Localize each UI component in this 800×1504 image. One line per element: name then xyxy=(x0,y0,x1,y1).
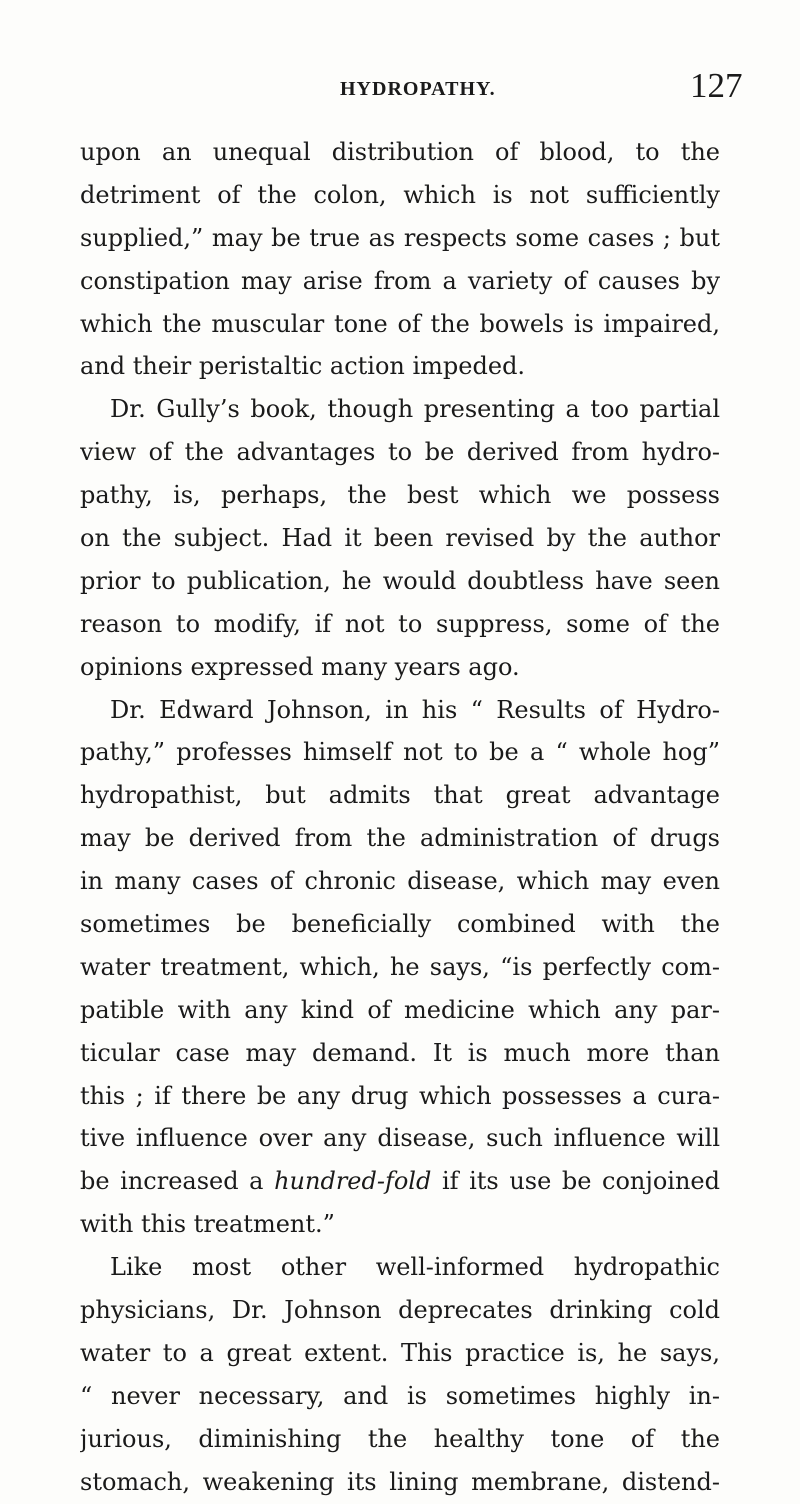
text-span: be increased a xyxy=(80,1167,264,1196)
text-line: pathy, is, perhaps, the best which we possess xyxy=(80,481,720,510)
text-line-with-italic xyxy=(80,1160,720,1203)
text-line: tive influence over any disease, such influence will xyxy=(80,1124,720,1153)
text-line: detriment of the colon, which is not sufficiently xyxy=(80,180,720,209)
text-line: may be derived from the administration of drugs xyxy=(80,824,720,853)
text-line: which the muscular tone of the bowels is impaired, xyxy=(80,309,720,338)
text-line: prior to publication, he would doubtless have seen xyxy=(80,566,720,595)
text-line: water treatment, which, he says, “is perfectly com- xyxy=(80,952,720,981)
text-line: water to a great extent. This practice is, he says, xyxy=(80,1338,720,1367)
text-line: hydropathist, but admits that great advantage xyxy=(80,781,720,810)
text-line: supplied,” may be true as respects some cases ; but xyxy=(80,223,720,252)
text-line: Dr. Edward Johnson, in his “ Results of Hydro- xyxy=(110,695,720,724)
body-text xyxy=(80,131,720,1504)
text-line: with this treatment.” xyxy=(80,1210,335,1239)
text-line: in many cases of chronic disease, which may even xyxy=(80,867,720,896)
text-line: physicians, Dr. Johnson deprecates drinking cold xyxy=(80,1296,720,1325)
text-line: opinions expressed many years ago. xyxy=(80,652,520,681)
text-line: constipation may arise from a variety of causes by xyxy=(80,266,720,295)
text-line: “ never necessary, and is sometimes highly in- xyxy=(80,1381,720,1410)
text-line: this ; if there be any drug which possesses a cura- xyxy=(80,1081,720,1110)
text-line: on the subject. Had it been revised by the author xyxy=(80,524,720,553)
text-line: patible with any kind of medicine which any par- xyxy=(80,995,720,1024)
text-line: and their peristaltic action impeded. xyxy=(80,352,526,381)
text-line: sometimes be beneficially combined with the xyxy=(80,910,720,939)
page-number: 127 xyxy=(690,66,743,105)
text-line: pathy,” professes himself not to be a “ whole hog” xyxy=(80,738,720,767)
text-span: if its use be conjoined xyxy=(441,1167,720,1196)
text-line: view of the advantages to be derived from hydro- xyxy=(80,438,720,467)
text-line: stomach, weakening its lining membrane, distend- xyxy=(80,1467,720,1496)
text-line: Dr. Gully’s book, though presenting a too partial xyxy=(110,395,720,424)
text-line: reason to modify, if not to suppress, some of the xyxy=(80,609,720,638)
running-head xyxy=(0,66,800,106)
text-line: upon an unequal distribution of blood, to the xyxy=(80,138,720,166)
running-title: HYDROPATHY. xyxy=(340,78,496,100)
text-line: jurious, diminishing the healthy tone of the xyxy=(80,1424,720,1453)
italic-phrase: hundred-fold xyxy=(274,1167,432,1196)
text-line: Like most other well-informed hydropathic xyxy=(110,1253,720,1282)
text-line: ticular case may demand. It is much more than xyxy=(80,1038,720,1067)
